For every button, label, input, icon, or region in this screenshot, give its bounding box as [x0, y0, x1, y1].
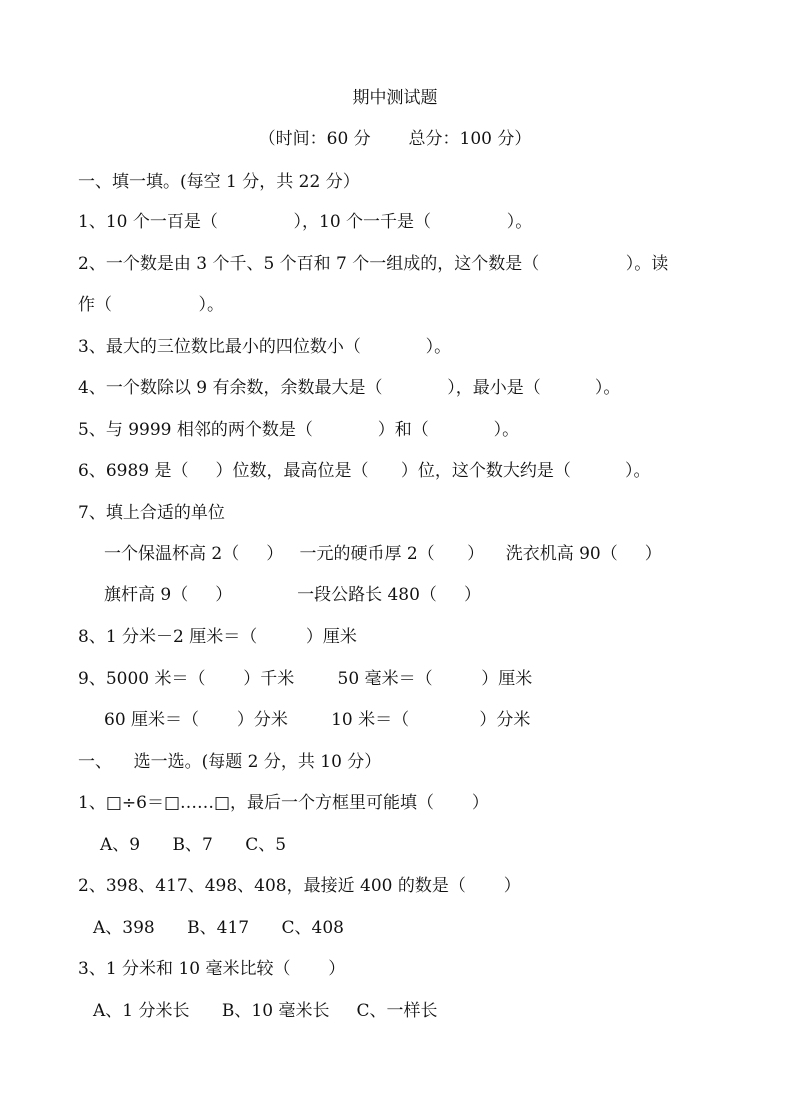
- question-1-9-row-b: 60 厘米＝（ ）分米 10 米＝（ ）分米: [104, 710, 531, 730]
- section1-heading: 一、填一填。(每空 1 分，共 22 分）: [78, 172, 360, 192]
- question-1-5: 5、与 9999 相邻的两个数是（ ）和（ ）。: [78, 420, 520, 440]
- question-1-1: 1、10 个一百是（ ），10 个一千是（ ）。: [78, 212, 533, 232]
- question-1-6: 6、6989 是（ ）位数，最高位是（ ）位，这个数大约是（ ）。: [78, 461, 651, 481]
- question-1-7-row-b: 旗杆高 9（ ） 一段公路长 480（ ）: [104, 585, 481, 605]
- section2-heading: 一、 选一选。(每题 2 分，共 10 分）: [78, 752, 382, 772]
- question-2-1-options: A、9 B、7 C、5: [100, 835, 287, 855]
- question-1-2-line-b: 作（ ）。: [78, 295, 224, 315]
- question-1-2-line-a: 2、一个数是由 3 个千、5 个百和 7 个一组成的，这个数是（ ）。读: [78, 254, 669, 274]
- question-1-8: 8、1 分米－2 厘米＝（ ）厘米: [78, 627, 357, 647]
- page-title: 期中测试题: [352, 88, 438, 108]
- question-1-7: 7、填上合适的单位: [78, 503, 225, 523]
- question-2-2: 2、398、417、498、408，最接近 400 的数是（ ）: [78, 876, 521, 896]
- question-1-4: 4、一个数除以 9 有余数，余数最大是（ ），最小是（ ）。: [78, 378, 621, 398]
- question-2-3-options: A、1 分米长 B、10 毫米长 C、一样长: [93, 1001, 438, 1021]
- question-1-9-row-a: 9、5000 米＝（ ）千米 50 毫米＝（ ）厘米: [78, 669, 533, 689]
- question-2-1: 1、□÷6＝□……□，最后一个方框里可能填（ ）: [78, 793, 489, 813]
- question-2-3: 3、1 分米和 10 毫米比较（ ）: [78, 959, 346, 979]
- question-1-7-row-a: 一个保温杯高 2（ ） 一元的硬币厚 2（ ） 洗衣机高 90（ ）: [104, 544, 662, 564]
- question-2-2-options: A、398 B、417 C、408: [93, 918, 344, 938]
- page-subtitle: （时间：60 分 总分：100 分）: [258, 129, 532, 149]
- question-1-3: 3、最大的三位数比最小的四位数小（ ）。: [78, 337, 452, 357]
